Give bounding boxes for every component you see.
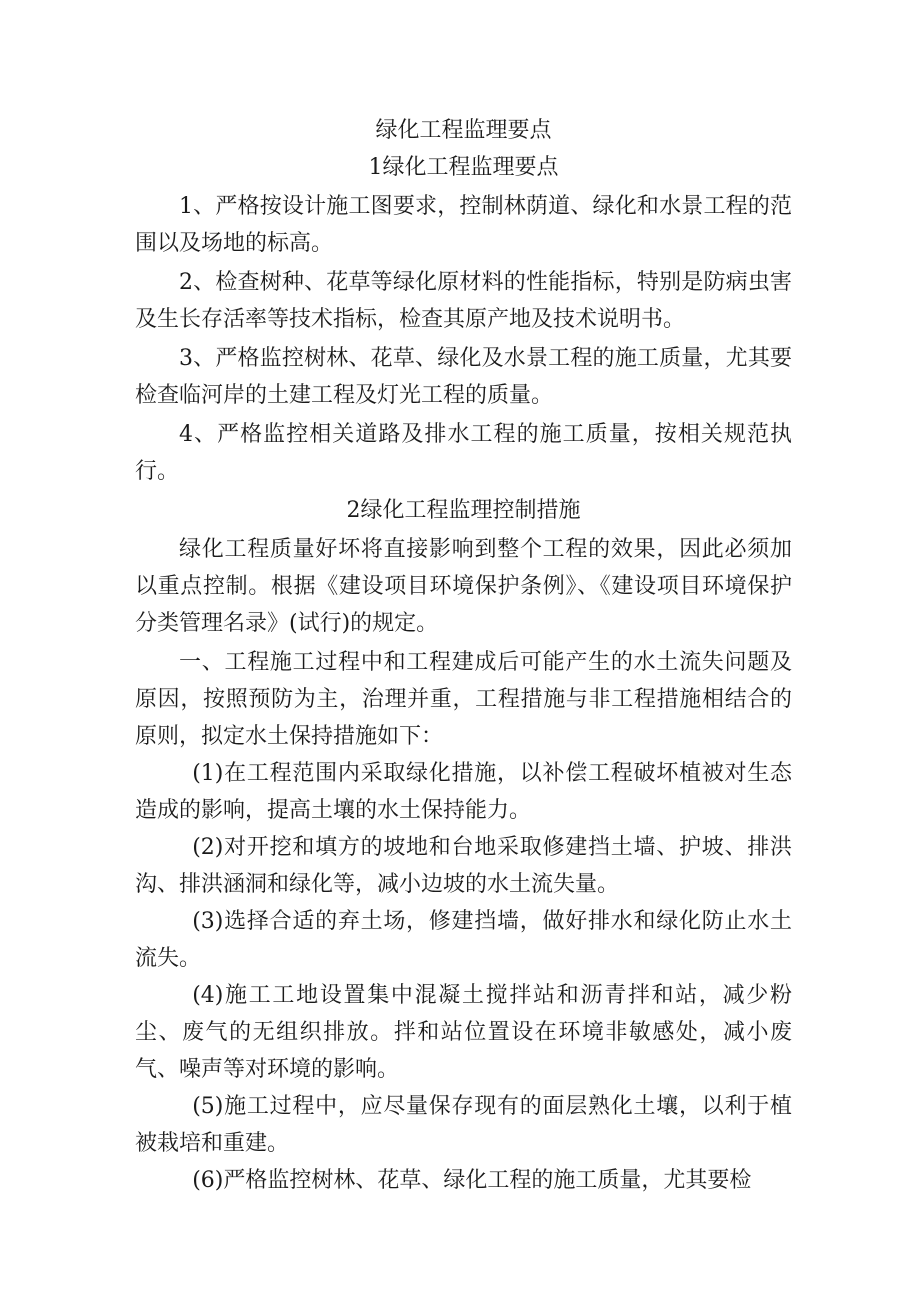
section2-point-1: 一、工程施工过程中和工程建成后可能产生的水土流失问题及原因，按照预防为主，治理并重，工程措施与非工程措施相结合的原则，拟定水土保持措施如下： xyxy=(135,650,792,749)
section1-paragraph-1: 1、严格按设计施工图要求，控制林荫道、绿化和水景工程的范围以及场地的标高。 xyxy=(135,194,792,256)
measure-item-1: (1)在工程范围内采取绿化措施，以补偿工程破坏植被对生态造成的影响，提高土壤的水土保持能力。 xyxy=(135,761,792,823)
measure-item-6: (6)严格监控树林、花草、绿化工程的施工质量，尤其要检 xyxy=(192,1168,752,1193)
document-title: 绿化工程监理要点 xyxy=(375,118,552,143)
section2-intro: 绿化工程质量好坏将直接影响到整个工程的效果，因此必须加以重点控制。根据《建设项目环境保护条例》、《建设项目环境保护分类管理名录》(试行)的规定。 xyxy=(135,537,792,636)
measure-item-5: (5)施工过程中，应尽量保存现有的面层熟化土壤，以利于植被栽培和重建。 xyxy=(135,1094,792,1156)
measure-item-3: (3)选择合适的弃土场，修建挡墙，做好排水和绿化防止水土流失。 xyxy=(135,909,792,971)
section1-heading: 1绿化工程监理要点 xyxy=(368,155,559,180)
section1-paragraph-4: 4、严格监控相关道路及排水工程的施工质量，按相关规范执行。 xyxy=(135,422,792,484)
measure-item-4: (4)施工工地设置集中混凝土搅拌站和沥青拌和站，减少粉尘、废气的无组织排放。拌和站位置设在环境非敏感处，减小废气、噪声等对环境的影响。 xyxy=(135,983,792,1082)
section2-heading: 2绿化工程监理控制措施 xyxy=(346,498,581,523)
section1-paragraph-3: 3、严格监控树林、花草、绿化及水景工程的施工质量，尤其要检查临河岸的土建工程及灯光工程的质量。 xyxy=(135,346,792,408)
section1-paragraph-2: 2、检查树种、花草等绿化原材料的性能指标，特别是防病虫害及生长存活率等技术指标，检查其原产地及技术说明书。 xyxy=(135,270,792,332)
measure-item-2: (2)对开挖和填方的坡地和台地采取修建挡土墙、护坡、排洪沟、排洪涵洞和绿化等，减小边坡的水土流失量。 xyxy=(135,835,792,897)
